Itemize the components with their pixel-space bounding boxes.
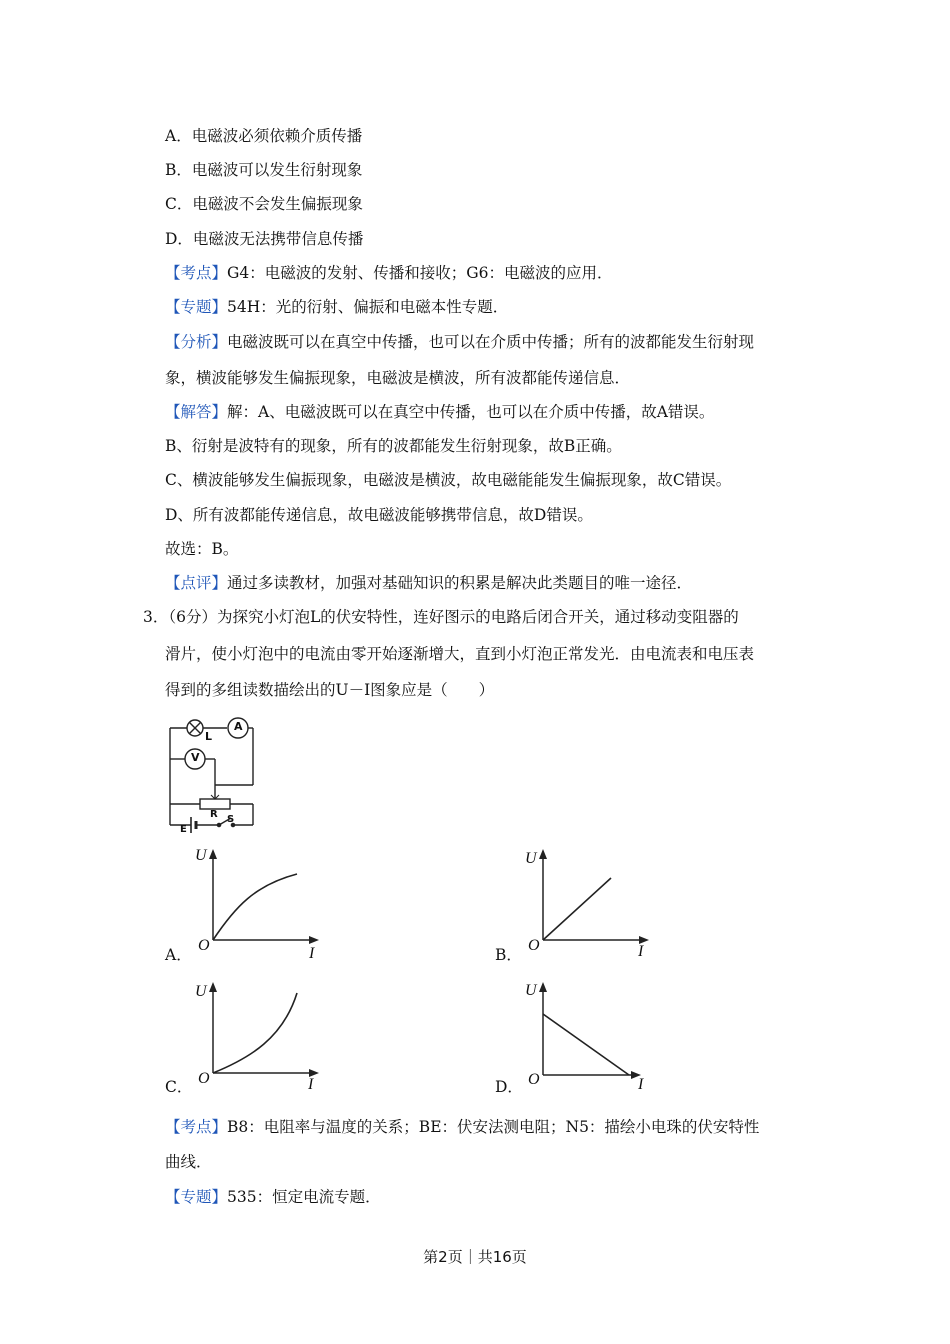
graph-d-y-label: U: [525, 982, 537, 999]
q2-jieda-line1: [165, 401, 714, 423]
graph-b-x-label: I: [638, 943, 644, 960]
bracket-open: 【: [165, 403, 181, 421]
q2-jieda-line4: D、所有波都能传递信息，故电磁波能够携带信息，故D错误。: [165, 506, 593, 524]
lamp-label: L: [205, 730, 213, 743]
option-c: C．电磁波不会发生偏振现象: [165, 195, 363, 213]
bracket-close: 】: [211, 1118, 228, 1136]
zhuanti-tag: 专题: [180, 1188, 212, 1206]
ammeter-label: A: [234, 720, 243, 733]
graph-a: [195, 845, 325, 960]
jieda-text: 解：A、电磁波既可以在真空中传播，也可以在介质中传播，故A错误。: [227, 403, 715, 421]
zhuanti-tag: 专题: [180, 298, 212, 316]
q2-kaodian: [165, 262, 613, 284]
rheostat-label: R: [210, 809, 218, 820]
q2-jieda-line2: B、衍射是波特有的现象，所有的波都能发生衍射现象，故B正确。: [165, 437, 622, 455]
bracket-close: 】: [211, 574, 228, 592]
dianping-text: 通过多读教材，加强对基础知识的积累是解决此类题目的唯一途径．: [227, 574, 693, 592]
bracket-open: 【: [165, 1118, 181, 1136]
jieda-tag: 解答: [180, 403, 212, 421]
bracket-open: 【: [165, 298, 181, 316]
kaodian-text: G4：电磁波的发射、传播和接收；G6：电磁波的应用．: [227, 264, 613, 282]
graph-b: [525, 845, 655, 960]
graph-d-origin-label: O: [528, 1071, 540, 1088]
fenxi-text: 电磁波既可以在真空中传播，也可以在介质中传播；所有的波都能发生衍射现: [227, 333, 755, 351]
fenxi-tag: 分析: [180, 333, 212, 351]
bracket-close: 】: [211, 264, 228, 282]
dianping-tag: 点评: [180, 574, 212, 592]
graph-a-y-label: U: [195, 847, 207, 864]
graph-b-label: B．: [495, 946, 522, 964]
graph-d: [525, 978, 655, 1093]
q2-zhuanti: [165, 296, 508, 318]
graph-a-label: A．: [165, 946, 192, 964]
circuit-diagram: [165, 713, 265, 838]
graph-c-y-label: U: [195, 983, 207, 1000]
q3-line3: 得到的多组读数描绘出的U－I图象应是（ ）: [165, 681, 495, 699]
q2-fenxi-line2: 象，横波能够发生偏振现象，电磁波是横波，所有波都能传递信息．: [165, 369, 631, 387]
graph-d-x-label: I: [638, 1076, 644, 1093]
switch-label: S: [227, 814, 235, 825]
kaodian-text: B8：电阻率与温度的关系；BE：伏安法测电阻；N5：描绘小电珠的伏安特性: [227, 1118, 760, 1136]
kaodian-tag: 考点: [180, 1118, 212, 1136]
option-a: A．电磁波必须依赖介质传播: [165, 127, 363, 145]
bracket-close: 】: [211, 403, 228, 421]
graph-c-label: C．: [165, 1078, 193, 1096]
graph-c-x-label: I: [308, 1076, 314, 1093]
bracket-close: 】: [211, 298, 228, 316]
q3-kaodian-line2: 曲线．: [165, 1153, 212, 1171]
q3-line1: [143, 606, 739, 628]
voltmeter-label: V: [191, 751, 200, 764]
q3-number: 3．: [143, 608, 169, 626]
option-d: D．电磁波无法携带信息传播: [165, 230, 364, 248]
option-b: B．电磁波可以发生衍射现象: [165, 161, 363, 179]
bracket-open: 【: [165, 574, 181, 592]
q3-zhuanti: [165, 1186, 381, 1208]
zhuanti-text: 54H：光的衍射、偏振和电磁本性专题．: [227, 298, 509, 316]
q3-line2: 滑片，使小灯泡中的电流由零开始逐渐增大，直到小灯泡正常发光．由电流表和电压表: [165, 645, 755, 663]
kaodian-tag: 考点: [180, 264, 212, 282]
bracket-open: 【: [165, 333, 181, 351]
graph-c-origin-label: O: [198, 1070, 210, 1087]
q2-dianping: [165, 572, 692, 594]
graph-c: [195, 978, 325, 1093]
q2-jieda-line3: C、横波能够发生偏振现象，电磁波是横波，故电磁能能发生偏振现象，故C错误。: [165, 471, 732, 489]
graph-d-label: D．: [495, 1078, 523, 1096]
zhuanti-text: 535：恒定电流专题．: [227, 1188, 381, 1206]
bracket-close: 】: [211, 333, 228, 351]
q3-stem: （6分）为探究小灯泡L的伏安特性，连好图示的电路后闭合开关，通过移动变阻器的: [168, 608, 739, 626]
graph-b-origin-label: O: [528, 937, 540, 954]
bracket-close: 】: [211, 1188, 228, 1206]
q3-kaodian-line1: [165, 1116, 759, 1138]
graph-a-x-label: I: [309, 945, 315, 962]
battery-label: E: [180, 824, 187, 835]
q2-jieda-line5: 故选：B。: [165, 540, 239, 558]
page-footer: 第2页｜共16页: [423, 1248, 527, 1266]
q2-fenxi-line1: [165, 331, 754, 353]
bracket-open: 【: [165, 1188, 181, 1206]
graph-a-origin-label: O: [198, 937, 210, 954]
graph-b-y-label: U: [525, 850, 537, 867]
bracket-open: 【: [165, 264, 181, 282]
